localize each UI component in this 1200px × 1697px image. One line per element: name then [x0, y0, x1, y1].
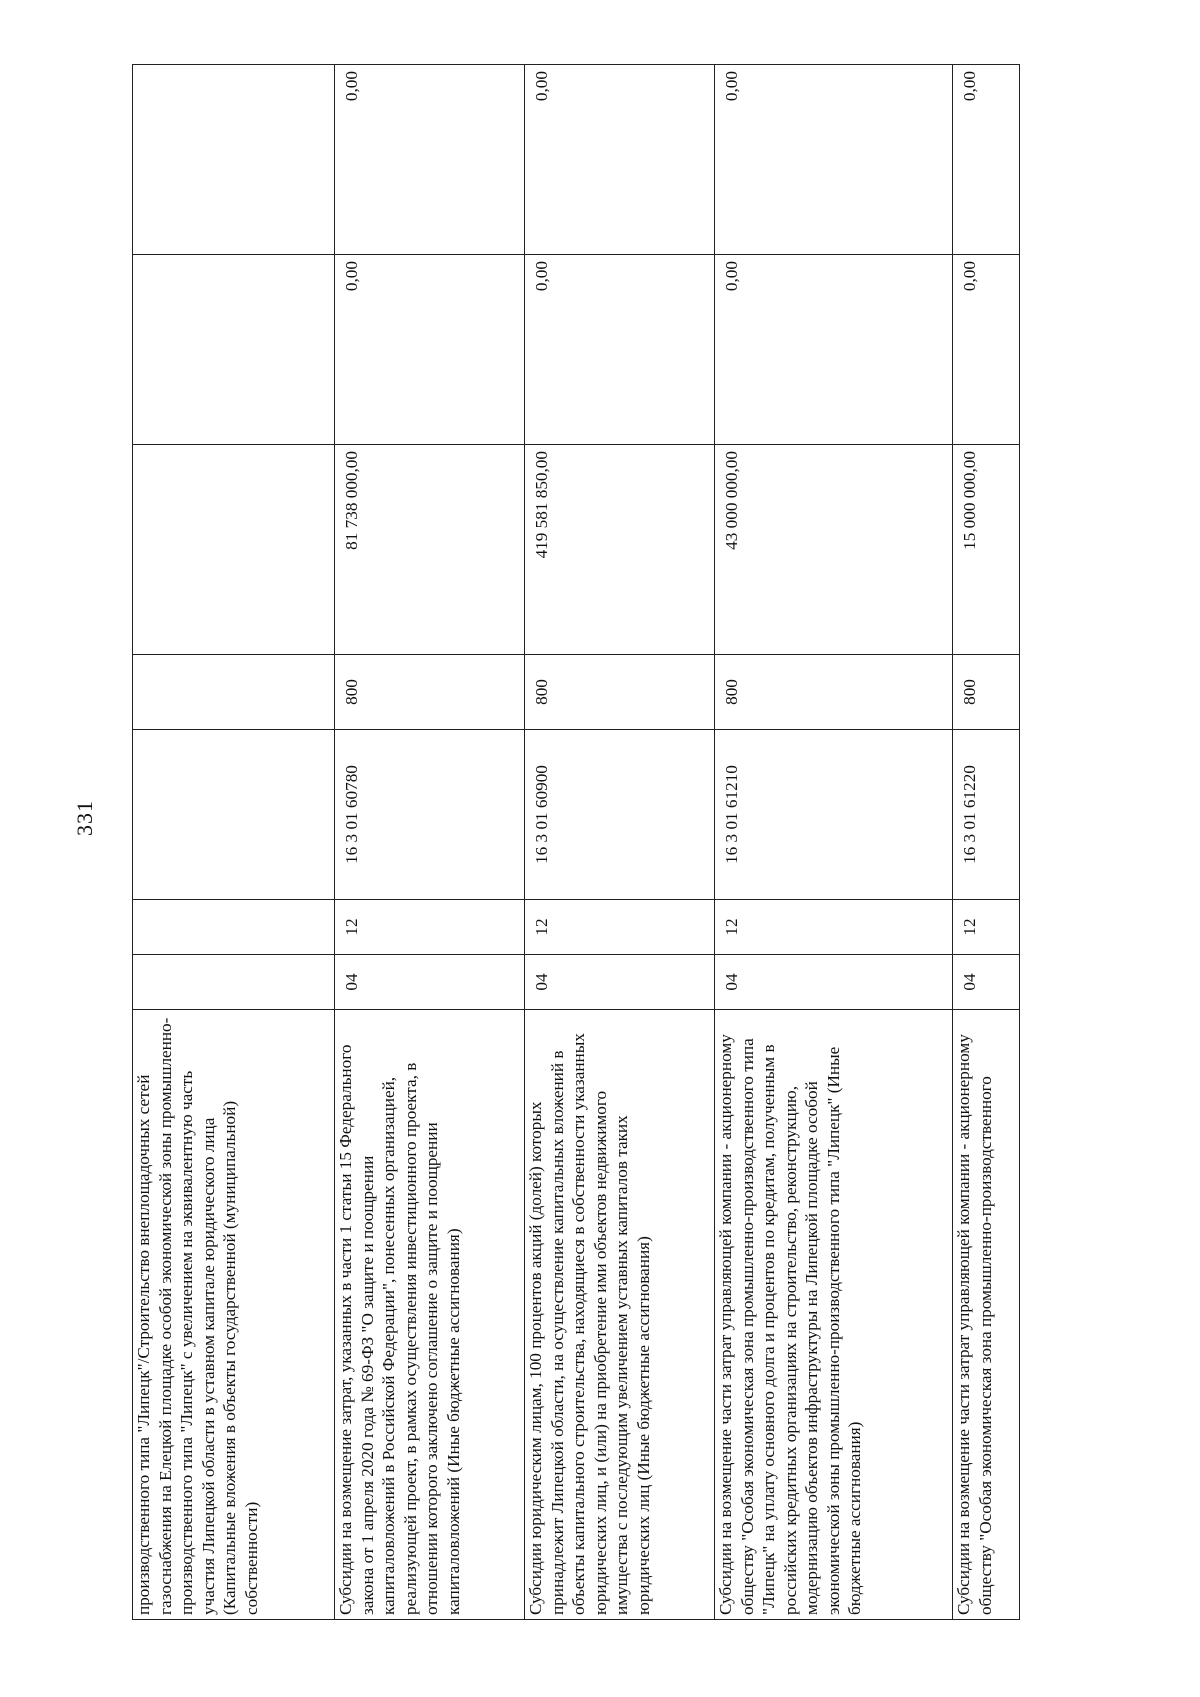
- section-code-cell: 04: [335, 955, 525, 1010]
- target-article-cell: [133, 730, 335, 900]
- page-number: 331: [72, 800, 97, 836]
- target-article-cell: 16 3 01 60900: [525, 730, 715, 900]
- expense-type-cell: [133, 655, 335, 730]
- amount-year2-cell: 0,00: [525, 255, 715, 445]
- expense-type-cell: 800: [335, 655, 525, 730]
- section-code-cell: 04: [525, 955, 715, 1010]
- table-row: [133, 65, 335, 1620]
- amount-year3-cell: [133, 65, 335, 255]
- amount-year2-cell: 0,00: [953, 255, 1020, 445]
- expense-type-cell: 800: [525, 655, 715, 730]
- budget-table: [132, 64, 1020, 1620]
- description-cell: Субсидии на возмещение части затрат управляющей компании - акционерному обществу "Особая экономическая зона промышленно-производственного типа "Липецк" на уплату основного долга и процентов по кредитам, полученным в российских кредитных организациях на строительство, реконструкцию, модернизацию объектов инфраструктуры на Липецкой площадке особой экономической зоны промышленно-производственного типа "Липецк" (Иные бюджетные ассигнования): [715, 1010, 953, 1620]
- subsection-code-cell: 12: [953, 900, 1020, 955]
- description-cell: производственного типа "Липецк"/Строительство внеплощадочных сетей газоснабжения на Елецкой площадке особой экономической зоны промышленно-производственного типа "Липецк" с увеличением на эквивалентную часть участия Липецкой области в уставном капитале юридического лица (Капитальные вложения в объекты государственной (муниципальной) собственности): [133, 1010, 335, 1620]
- subsection-code-cell: 12: [715, 900, 953, 955]
- expense-type-cell: 800: [953, 655, 1020, 730]
- amount-year3-cell: 0,00: [335, 65, 525, 255]
- section-code-cell: 04: [953, 955, 1020, 1010]
- description-cell: Субсидии на возмещение части затрат управляющей компании - акционерному обществу "Особая экономическая зона промышленно-производственного: [953, 1010, 1020, 1620]
- amount-year1-cell: 43 000 000,00: [715, 445, 953, 655]
- section-code-cell: 04: [715, 955, 953, 1010]
- target-article-cell: 16 3 01 61220: [953, 730, 1020, 900]
- table-row: [953, 65, 1020, 1620]
- description-cell: Субсидии на возмещение затрат, указанных в части 1 статьи 15 Федерального закона от 1 апреля 2020 года № 69-ФЗ "О защите и поощрении капиталовложений в Российской Федерации", понесенных организацией, реализующей проект, в рамках осуществления инвестиционного проекта, в отношении которого заключено соглашение о защите и поощрении капиталовложений (Иные бюджетные ассигнования): [335, 1010, 525, 1620]
- section-code-cell: [133, 955, 335, 1010]
- subsection-code-cell: 12: [525, 900, 715, 955]
- target-article-cell: 16 3 01 60780: [335, 730, 525, 900]
- amount-year1-cell: 419 581 850,00: [525, 445, 715, 655]
- expense-type-cell: 800: [715, 655, 953, 730]
- amount-year2-cell: [133, 255, 335, 445]
- description-cell: Субсидии юридическим лицам, 100 процентов акций (долей) которых принадлежит Липецкой области, на осуществление капитальных вложений в объекты капитального строительства, находящиеся в собственности указанных юридических лиц, и (или) на приобретение ими объектов недвижимого имущества с последующим увеличением уставных капиталов таких юридических лиц (Иные бюджетные ассигнования): [525, 1010, 715, 1620]
- subsection-code-cell: 12: [335, 900, 525, 955]
- amount-year3-cell: 0,00: [525, 65, 715, 255]
- amount-year2-cell: 0,00: [335, 255, 525, 445]
- table-row: [335, 65, 525, 1620]
- amount-year1-cell: [133, 445, 335, 655]
- amount-year2-cell: 0,00: [715, 255, 953, 445]
- subsection-code-cell: [133, 900, 335, 955]
- amount-year3-cell: 0,00: [715, 65, 953, 255]
- amount-year3-cell: 0,00: [953, 65, 1020, 255]
- rotated-table-container: [132, 65, 1019, 1620]
- amount-year1-cell: 81 738 000,00: [335, 445, 525, 655]
- amount-year1-cell: 15 000 000,00: [953, 445, 1020, 655]
- table-row: [525, 65, 715, 1620]
- table-row: [715, 65, 953, 1620]
- target-article-cell: 16 3 01 61210: [715, 730, 953, 900]
